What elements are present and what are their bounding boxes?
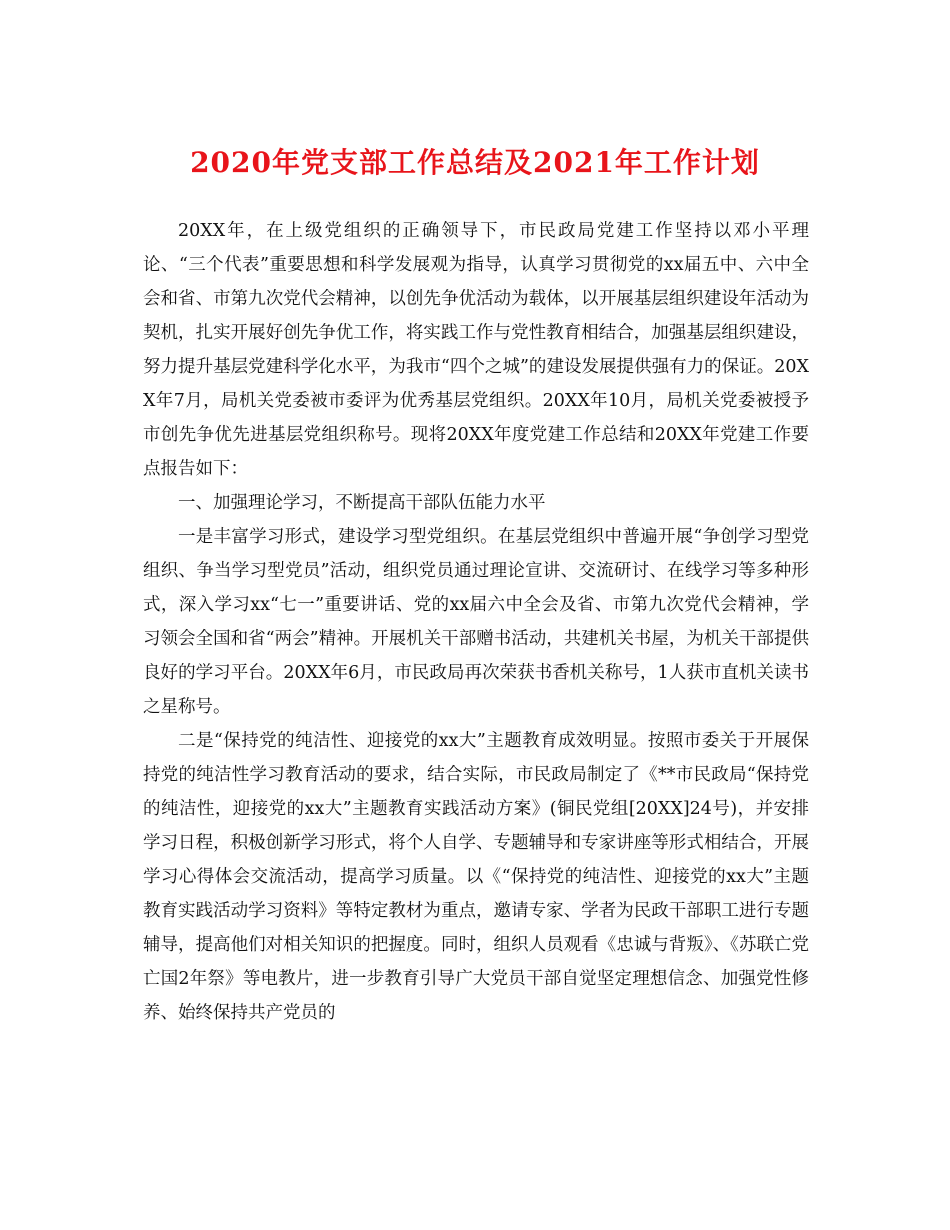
document-title: 2020年党支部工作总结及2021年工作计划 [190, 146, 760, 179]
document-body [143, 214, 809, 1030]
paragraph-theme-education: 二是“保持党的纯洁性、迎接党的xx大”主题教育成效明显。按照市委关于开展保持党的纯洁性学习教育活动的要求，结合实际，市民政局制定了《**市民政局“保持党的纯洁性，迎接党的xx大”主题教育实践活动方案》(铜民党组[20XX]24号)，并安排学习日程，积极创新学习形式，将个人自学、专题辅导和专家讲座等形式相结合，开展学习心得体会交流活动，提高学习质量。以《“保持党的纯洁性、迎接党的xx大”主题教育实践活动学习资料》等特定教材为重点，邀请专家、学者为民政干部职工进行专题辅导，提高他们对相关知识的把握度。同时，组织人员观看《忠诚与背叛》、《苏联亡党亡国2年祭》等电教片，进一步教育引导广大党员干部自觉坚定理想信念、加强党性修养、始终保持共产党员的 [143, 731, 809, 1023]
paragraph-study-forms: 一是丰富学习形式，建设学习型党组织。在基层党组织中普遍开展“争创学习型党组织、争当学习型党员”活动，组织党员通过理论宣讲、交流研讨、在线学习等多种形式，深入学习xx“七一”重要讲话、党的xx届六中全会及省、市第九次党代会精神，学习领会全国和省“两会”精神。开展机关干部赠书活动，共建机关书屋，为机关干部提供良好的学习平台。20XX年6月，市民政局再次荣获书香机关称号，1人获市直机关读书之星称号。 [143, 527, 809, 717]
paragraph-intro: 20XX年，在上级党组织的正确领导下，市民政局党建工作坚持以邓小平理论、“三个代表”重要思想和科学发展观为指导，认真学习贯彻党的xx届五中、六中全会和省、市第九次党代会精神，以创先争优活动为载体，以开展基层组织建设年活动为契机，扎实开展好创先争优工作，将实践工作与党性教育相结合，加强基层组织建设，努力提升基层党建科学化水平，为我市“四个之城”的建设发展提供强有力的保证。20XX年7月，局机关党委被市委评为优秀基层党组织。20XX年10月，局机关党委被授予市创先争优先进基层党组织称号。现将20XX年度党建工作总结和20XX年党建工作要点报告如下： [143, 221, 809, 479]
section-heading: 一、加强理论学习，不断提高干部队伍能力水平 [178, 493, 546, 513]
